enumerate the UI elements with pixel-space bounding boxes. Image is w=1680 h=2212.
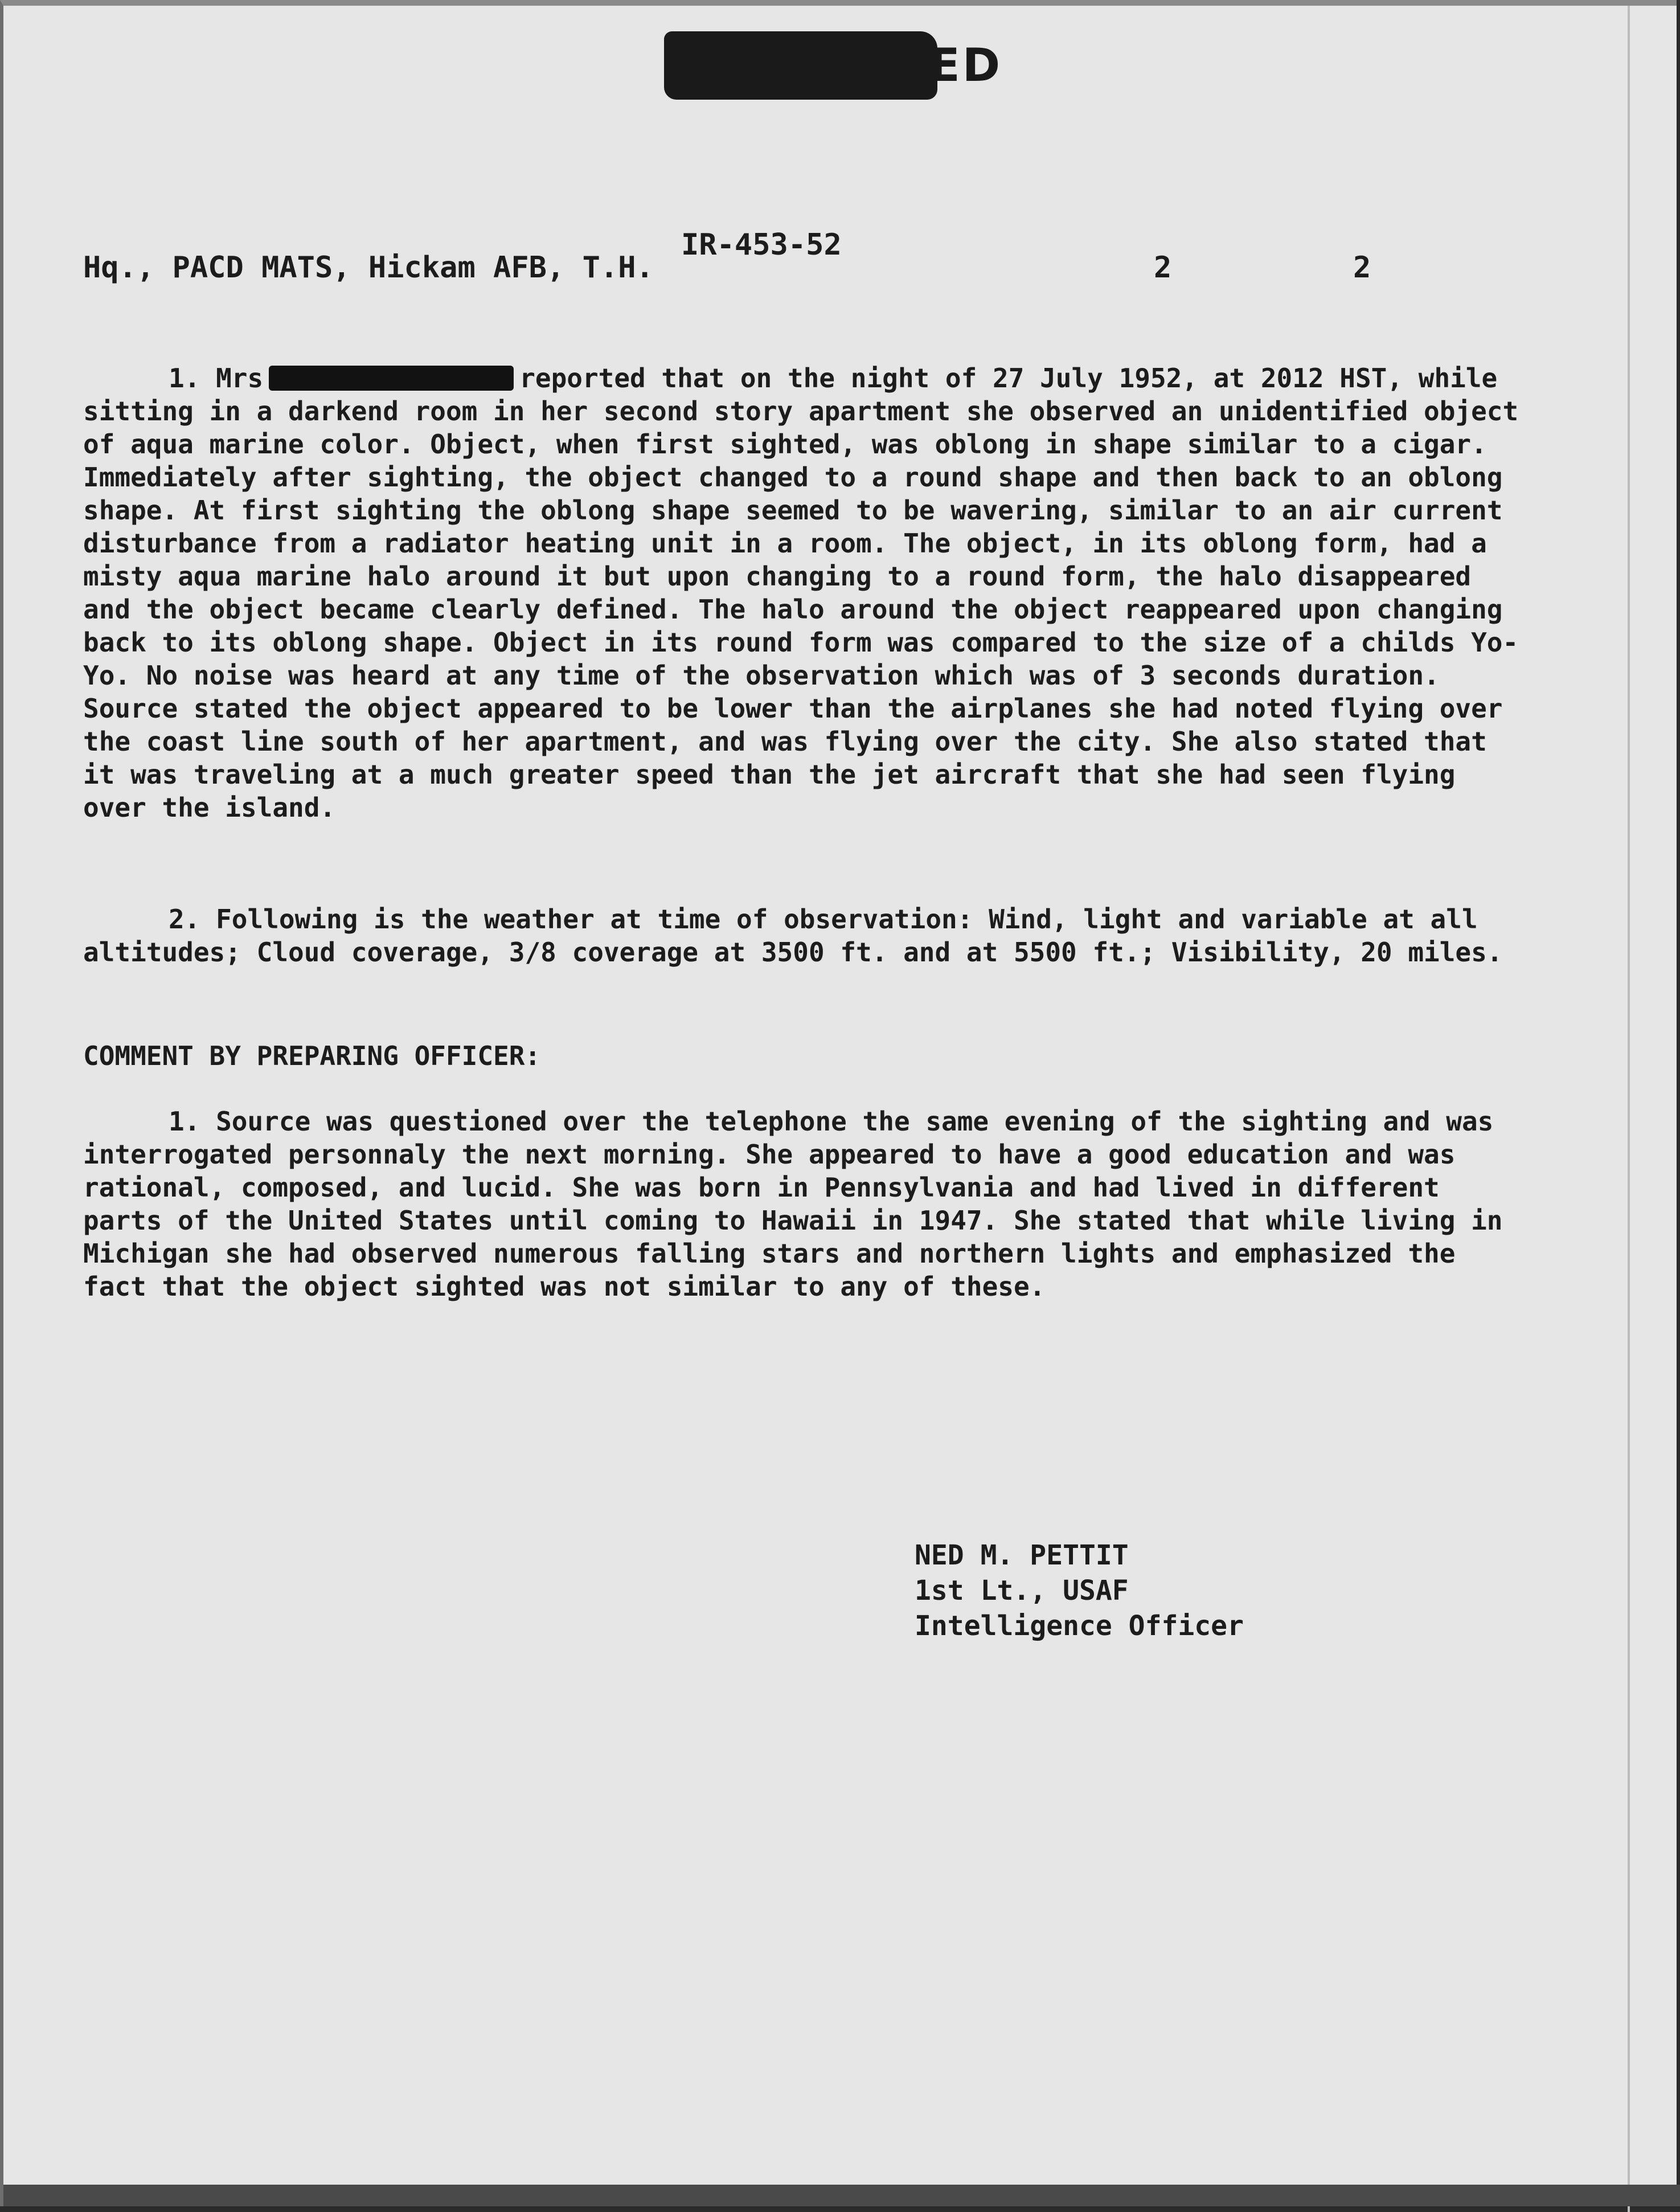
comment-heading: COMMENT BY PREPARING OFFICER: bbox=[83, 1041, 541, 1071]
redaction-bar bbox=[269, 366, 514, 391]
page-number-a: 2 bbox=[1154, 251, 1172, 285]
classification-stamp-text: RESTRICTED bbox=[664, 39, 1003, 92]
page-edge-line bbox=[1628, 6, 1630, 2212]
page-bottom-edge bbox=[3, 2185, 1680, 2206]
paragraph-1-text: reported that on the night of 27 July 1952, at 2012 HST, while sitting in a darkend room in her second story apartment she observed an unidentified object of aqua marine color. Object, when first sighted, was oblong in shape similar to a cigar. Immediately after sighting, the object changed to a round shape and then back to an oblong shape. At first sighting the oblong shape seemed to be wavering, similar to an air current disturbance from a radiator heating unit in a room. The object, in its oblong form, had a misty aqua marine halo around it but upon changing to a round form, the halo disappeared and the object became clearly defined. The halo around the object reappeared upon changing back to its oblong shape. Object in its round form was compared to the size of a childs Yo-Yo. No noise was heard at any time of the observation which was of 3 seconds duration. Source stated the object appeared to be lower than the airplanes she had noted flying over the coast line south of her apartment, and was flying over the city. She also stated that it was traveling at a much greater speed than the jet aircraft that she had seen flying over the island. bbox=[83, 363, 1519, 823]
paragraph-1-lead: Mrs bbox=[216, 363, 264, 394]
paragraph-2 bbox=[83, 903, 1530, 969]
headquarters-line: Hq., PACD MATS, Hickam AFB, T.H. bbox=[83, 251, 654, 285]
comment-paragraph-1 bbox=[83, 1105, 1530, 1303]
report-number: IR-453-52 bbox=[681, 228, 842, 262]
document-header bbox=[83, 228, 1587, 290]
paragraph-2-text: Following is the weather at time of observation: Wind, light and variable at all altitudes; Cloud coverage, 3/8 coverage at 3500 ft. and at 5500 ft.; Visibility, 20 miles. bbox=[83, 904, 1503, 968]
classification-stamp bbox=[664, 31, 1003, 100]
comment-paragraph-1-number: 1. bbox=[169, 1106, 200, 1137]
comment-paragraph-1-text: Source was questioned over the telephone the same evening of the sighting and was interrogated personnaly the next morning. She appeared to have a good education and was rational, composed, and lucid. She was born in Pennsylvania and had lived in different parts of the United States until coming to Hawaii in 1947. She stated that while living in Michigan she had observed numerous falling stars and northern lights and emphasized the fact that the object sighted was not similar to any of these. bbox=[83, 1106, 1503, 1302]
paragraph-1 bbox=[83, 362, 1530, 824]
signer-title: Intelligence Officer bbox=[915, 1610, 1244, 1642]
paragraph-1-number: 1. bbox=[169, 363, 200, 394]
paragraph-2-number: 2. bbox=[169, 904, 200, 935]
signer-rank: 1st Lt., USAF bbox=[915, 1575, 1129, 1607]
signer-name: NED M. PETTIT bbox=[915, 1539, 1129, 1571]
signature-block bbox=[915, 1538, 1244, 1644]
page-number-b: 2 bbox=[1353, 251, 1371, 285]
